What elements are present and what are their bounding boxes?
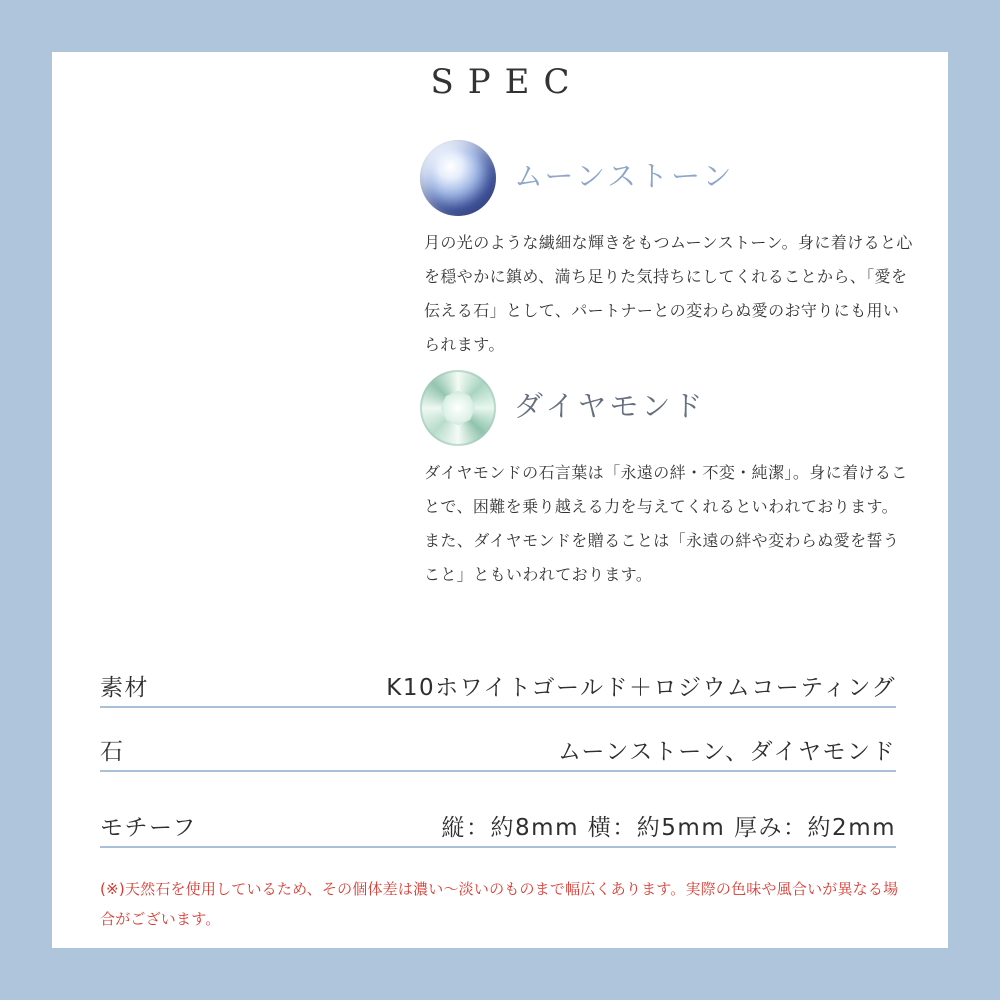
diamond-description: ダイヤモンドの石言葉は「永遠の絆・不変・純潔」。身に着けることで、困難を乗り越える力を与えてくれるといわれております。また、ダイヤモンドを贈ることは「永遠の絆や変わらぬ愛を誓うこと」ともいわれております。 [424,463,908,584]
page-title: SPEC [430,62,584,102]
diamond-icon [420,370,496,446]
spec-value-stone: ムーンストーン、ダイヤモンド [558,739,896,765]
diamond-section [424,370,914,592]
spec-value-motif: 縦：約8mm 横：約5mm 厚み：約2mm [441,815,896,841]
spec-row-motif [100,806,896,848]
moonstone-icon [420,140,496,216]
spec-label-material: 素材 [100,675,149,701]
moonstone-header [424,140,914,216]
moonstone-description: 月の光のような繊細な輝きをもつムーンストーン。身に着けると心を穏やかに鎮め、満ち足りた気持ちにしてくれることから、「愛を伝える石」として、パートナーとの変わらぬ愛のお守りにも用いられます。 [424,233,913,354]
disclaimer-note: (※)天然石を使用しているため、その個体差は濃い〜淡いのものまで幅広くあります。実際の色味や風合いが異なる場合がございます。 [100,880,899,928]
spec-label-stone: 石 [100,739,125,765]
spec-label-motif: モチーフ [100,815,197,841]
moonstone-section [424,140,914,362]
diamond-header [424,370,914,446]
spec-row-stone [100,730,896,772]
diamond-name: ダイヤモンド [514,389,706,423]
moonstone-name: ムーンストーン [514,159,735,193]
spec-row-material [100,666,896,708]
spec-value-material: K10ホワイトゴールド＋ロジウムコーティング [386,675,896,701]
